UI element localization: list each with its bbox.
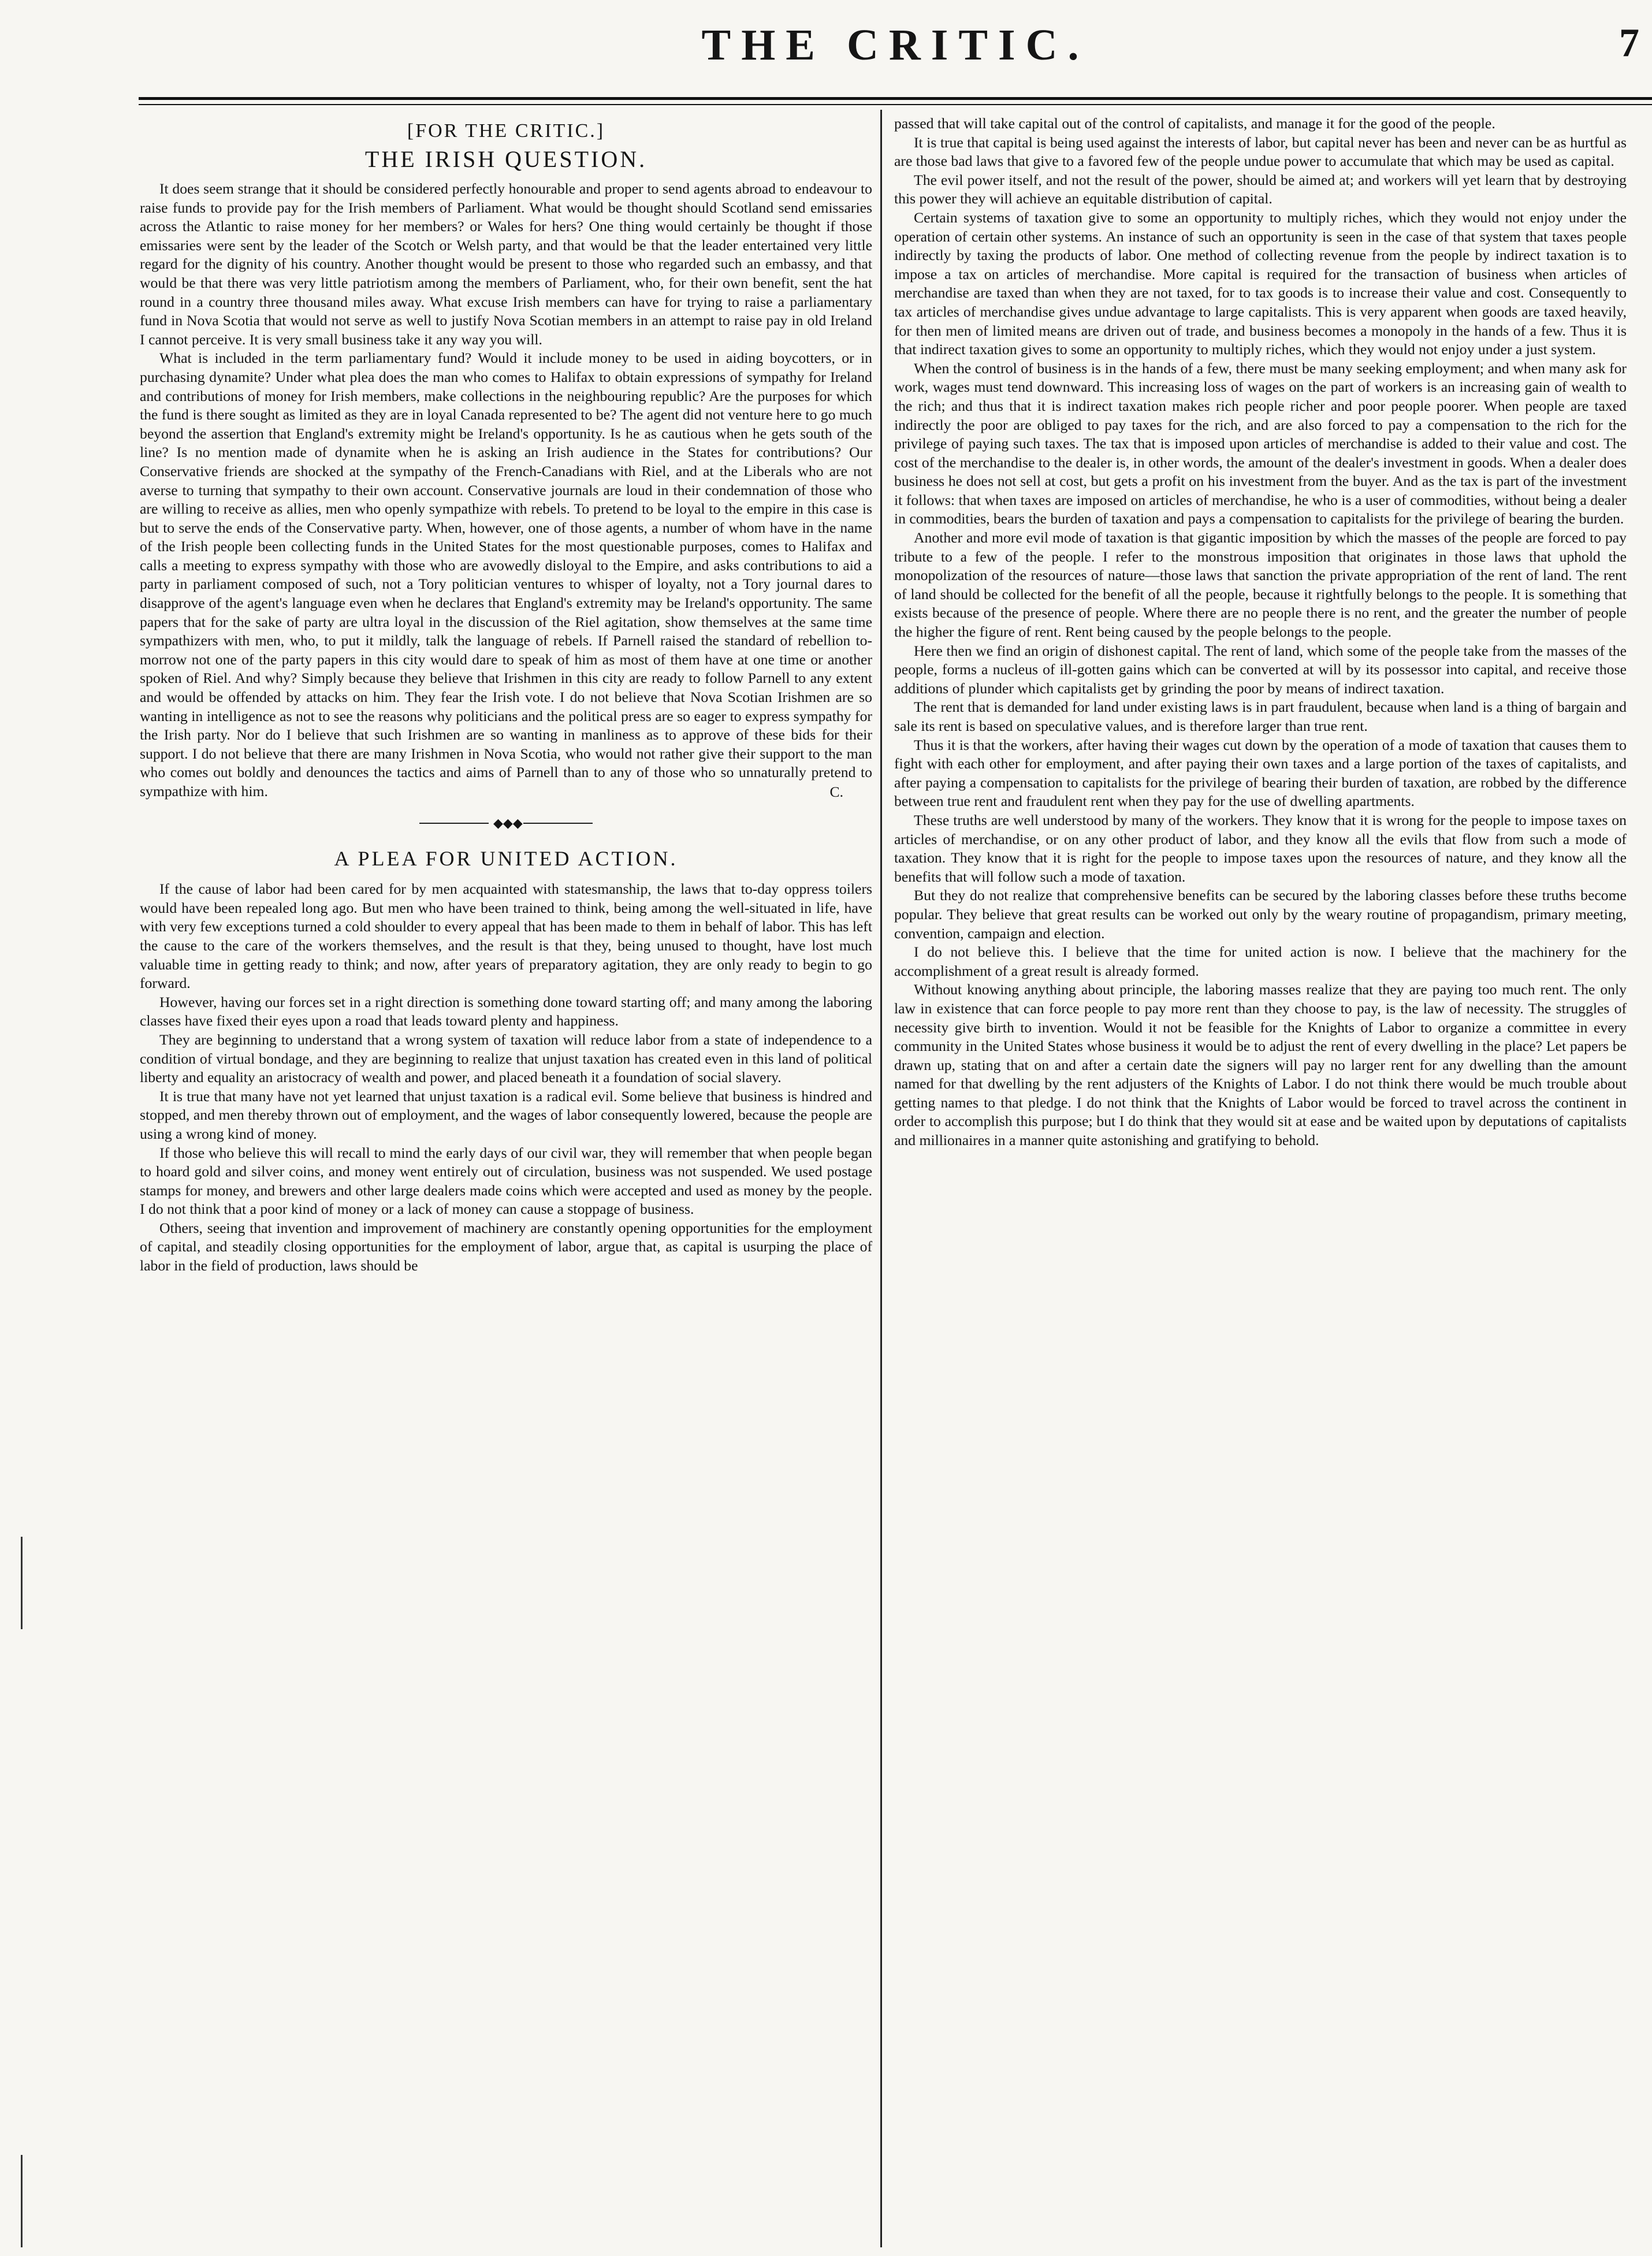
article-paragraph: passed that will take capital out of the control of capitalists, and manage it for the good of the people. xyxy=(894,115,1495,132)
separator-line xyxy=(523,823,593,824)
article-paragraph: But they do not realize that comprehensive benefits can be secured by the laboring classes before these truths become popular. They believe that great results can be worked out only by the weary routine of propagandism, primary meeting, convention, campaign and election. xyxy=(894,887,1627,942)
article-kicker: [FOR THE CRITIC.] xyxy=(407,120,605,142)
article-paragraph: Without knowing anything about principle, the laboring masses realize that they are paying too much rent. The only law in existence that can force people to pay more rent than they choose to pay, is the law of necessity. The struggles of necessity give birth to invention. Would it not be feasible for the Knights of Labor to organize a committee in every community in the United States whose business it would be to adjust the rent of every dwelling in the place? Let papers be drawn up, stating that on and after a certain date the signers will pay no larger rent for any dwelling than the amount named for that dwelling by the rent adjusters of the Knights of Labor. I do not think there would be much trouble about getting names to that pledge. I do not think that the Knights of Labor would be forced to travel across the continent in order to accomplish this purpose; but I do think that they would sit at ease and be waited upon by deputations of capitalists and millionaires in a manner quite astonishing and gratifying to behold. xyxy=(894,981,1627,1149)
article-paragraph: It is true that capital is being used against the interests of labor, but capital never has been and never can be as hurtful as are those bad laws that give to a favored few of the people undue power to accumulate that which may be used as capital. xyxy=(894,133,1627,170)
article-paragraph: Others, seeing that invention and improvement of machinery are constantly opening opportunities for the employment of capital, and steadily closing opportunities for the employment of labor, argue that, as capital is usurping the place of labor in the field of production, laws should be xyxy=(140,1219,872,1274)
separator-line xyxy=(419,823,489,824)
article-signature: C. xyxy=(829,783,843,800)
article-paragraph: It does seem strange that it should be considered perfectly honourable and proper to send agents abroad to endeavour to raise funds to provide pay for the Irish members of Parliament. What would be thought should Scotland send emissaries across the Atlantic to raise money for her members? or Wales for hers? One thing would certainly be thought if those emissaries were sent by the leader of the Scotch or Welsh party, and that would be that the leader entertained very little regard for the dignity of his country. Another thought would be present to those who regarded such an embassy, and that would be that there was very little patriotism among the members of Parliament, who, for their own benefit, sent the hat round in a country three thousand miles away. What excuse Irish members can have for trying to raise a parliamentary fund in Nova Scotia that would not serve as well to justify Nova Scotian members in an attempt to raise pay in old Ireland I cannot perceive. It is very small business take it any way you will. xyxy=(140,180,872,348)
left-column xyxy=(140,114,872,1276)
article-paragraph: It is true that many have not yet learned that unjust taxation is a radical evil. Some believe that business is hindred and stopped, and men thereby thrown out of employment, and the wages of labor consequently lowered, because the people are using a wrong kind of money. xyxy=(140,1087,872,1142)
header-rule-thin xyxy=(139,104,1652,105)
article-paragraph: If those who believe this will recall to mind the early days of our civil war, they will remember that when people began to hoard gold and silver coins, and money went entirely out of circulation, business was not suspended. We used postage stamps for money, and brewers and other large dealers made coins which were accepted and used as money by the people. I do not think that a poor kind of money or a lack of money can cause a stoppage of business. xyxy=(140,1144,872,1218)
right-column xyxy=(894,114,1627,1150)
separator-ornament: ◆◆◆ xyxy=(493,816,523,831)
article-paragraph: Here then we find an origin of dishonest capital. The rent of land, which some of the people take from the masses of the people, forms a nucleus of ill-gotten gains which can be converted at will by its possessor into capital, and receive those additions of plunder which capitalists get by grinding the poor by means of indirect taxation. xyxy=(894,642,1627,697)
article-paragraph: Another and more evil mode of taxation is that gigantic imposition by which the masses of the people are forced to pay tribute to a few of the people. I refer to the monstrous imposition that originates in those laws that uphold the monopolization of the resources of nature—those laws that sanction the private appropriation of the rent of land. The rent of land should be collected for the benefit of all the people, because it rightfully belongs to the people. It is something that exists because of the presence of people. Where there are no people there is no rent, and the greater the number of people the higher the figure of rent. Rent being caused by the people belongs to the people. xyxy=(894,529,1627,641)
article-paragraph: What is included in the term parliamentary fund? Would it include money to be used in aiding boycotters, or in purchasing dynamite? Under what plea does the man who comes to Halifax to obtain expressions of sympathy for Ireland and contributions of money for Irish members, make collections in the neighbouring republic? Are the purposes for which the fund is there sought as limited as they are in loyal Canada represented to be? The agent did not venture here to go much beyond the assertion that England's extremity might be Ireland's opportunity. Is he as cautious when he gets south of the line? Is no mention made of dynamite when he is asking an Irish audience in the States for contributions? Our Conservative friends are shocked at the sympathy of the French-Canadians with Riel, and at the Liberals who are not averse to turning that sympathy to their own account. Conservative journals are loud in their condemnation of those who are willing to receive as allies, men who openly sympathize with rebels. To pretend to be loyal to the empire in this case is but to serve the ends of the Conservative party. When, however, one of those agents, a number of whom have in the name of the Irish people been collecting funds in the United States for the most questionable purposes, comes to Halifax and calls a meeting to express sympathy with those who are avowedly disloyal to the Empire, and asks contributions to aid a party in parliament composed of such, not a Tory politician ventures to whisper of loyalty, not a Tory journal dares to disapprove of the agent's language even when he declares that England's extremity may be Ireland's opportunity. The same papers that for the sake of party are ultra loyal in the discussion of the Riel agitation, show themselves at the same time sympathizers with men, who, to put it mildly, talk the language of rebels. If Parnell raised the standard of rebellion to-morrow not one of the party papers in this city would dare to speak of him as most of them have at one time or another spoken of Riel. And why? Simply because they believe that Irishmen in this city are ready to follow Parnell to any extent and would be offended by attacks on him. They fear the Irish vote. I do not believe that Nova Scotian Irishmen are so wanting in intelligence as not to see the reasons why politicians and the political press are so eager to express sympathy for the Irish party. Nor do I believe that such Irishmen are so wanting in manliness as to approve of these bids for their support. I do not believe that there are many Irishmen in Nova Scotia, who would not rather give their support to the man who comes out boldly and denounces the tactics and aims of Parnell than to any of those who so unnaturally pretend to sympathize with him. xyxy=(140,350,872,800)
article-paragraph: If the cause of labor had been cared for by men acquainted with statesmanship, the laws that to-day oppress toilers would have been repealed long ago. But men who have been trained to think, being among the well-situated in life, have with very few exceptions turned a cold shoulder to every appeal that has been made to them in behalf of labor. This has left the cause to the care of the workers themselves, and the result is that they, being unused to thought, have lost much valuable time in getting ready to think; and now, after years of preparatory agitation, they are only ready to begin to go forward. xyxy=(140,880,872,992)
newspaper-title: THE CRITIC. xyxy=(701,21,1089,69)
article-paragraph: These truths are well understood by many of the workers. They know that it is wrong for the people to impose taxes on articles of merchandise, or on any other product of labor, and they know all the evils that flow from such a mode of taxation. They know that it is right for the people to impose taxes upon the resources of nature, and they know all the benefits that will follow such a mode of taxation. xyxy=(894,811,1627,885)
article-paragraph: They are beginning to understand that a wrong system of taxation will reduce labor from a state of independence to a condition of virtual bondage, and they are beginning to realize that unjust taxation has created even in this land of political liberty and equality an aristocracy of wealth and power, and placed beneath it a foundation of social slavery. xyxy=(140,1031,872,1086)
article-paragraph: When the control of business is in the hands of a few, there must be many seeking employment; and when many ask for work, wages must tend downward. This increasing loss of wages on the part of workers is an increasing gain of wealth to the rich; and thus that it is indirect taxation makes rich people richer and poor people poorer. When people are taxed indirectly the poor are obliged to pay taxes for the rich, and are also forced to pay a compensation to the rich for the privilege of paying such taxes. The tax that is imposed upon articles of merchandise is added to their value and cost. The cost of the merchandise to the dealer is, in other words, the amount of the dealer's investment in goods. When a dealer does business he does not sell at cost, but gets a profit on his investment from the buyer. And as the tax is part of the investment it follows: that when taxes are imposed on articles of merchandise, he who is a user of commodities, without being a dealer in commodities, bears the burden of taxation and pays a compensation to capitalists for the privilege of bearing the burden. xyxy=(894,359,1627,527)
article-paragraph: Certain systems of taxation give to some an opportunity to multiply riches, which they would not enjoy under the operation of certain other systems. An instance of such an opportunity is seen in the case of that system that taxes people indirectly by taxing the products of labor. One method of collecting revenue from the people by indirect taxation is to impose a tax on articles of merchandise. More capital is required for the transaction of business when articles of merchandise are taxed than when they are not taxed, for to tax goods is to increase their value and cost. Consequently to tax articles of merchandise gives undue advantage to large capitalists. This is very apparent when goods are taxed heavily, for then men of limited means are driven out of trade, and business becomes a monopoly in the hands of a few. Thus it is that indirect taxation gives to some an opportunity to multiply riches, which they would not enjoy under a just system. xyxy=(894,209,1627,358)
margin-mark xyxy=(21,1537,23,1629)
margin-mark xyxy=(21,2155,23,2247)
masthead xyxy=(139,0,1652,101)
header-rule-thick xyxy=(139,97,1652,100)
article-headline: THE IRISH QUESTION. xyxy=(364,146,648,172)
article-paragraph: The rent that is demanded for land under existing laws is in part fraudulent, because when land is a thing of bargain and sale its rent is based on speculative values, and is therefore larger than true rent. xyxy=(894,698,1627,734)
page-number: 7 xyxy=(1619,21,1639,65)
section-separator xyxy=(419,816,593,830)
article-headline: A PLEA FOR UNITED ACTION. xyxy=(334,847,678,871)
article-paragraph: Thus it is that the workers, after having their wages cut down by the operation of a mode of taxation that causes them to fight with each other for employment, and after paying their own taxes and a large portion of the taxes of capitalists, and after paying a compensation to capitalists for the privilege of bearing their burden of taxation, are robbed by the difference between true rent and fraudulent rent when they pay for the use of dwelling apartments. xyxy=(894,736,1627,810)
column-divider xyxy=(880,110,882,2247)
article-paragraph: The evil power itself, and not the result of the power, should be aimed at; and workers will yet learn that by destroying this power they will achieve an equitable distribution of capital. xyxy=(894,171,1627,207)
article-paragraph: However, having our forces set in a right direction is something done toward starting off; and many among the laboring classes have fixed their eyes upon a road that leads toward plenty and happiness. xyxy=(140,993,872,1029)
article-paragraph: I do not believe this. I believe that the time for united action is now. I believe that the machinery for the accomplishment of a great result is already formed. xyxy=(894,943,1627,979)
